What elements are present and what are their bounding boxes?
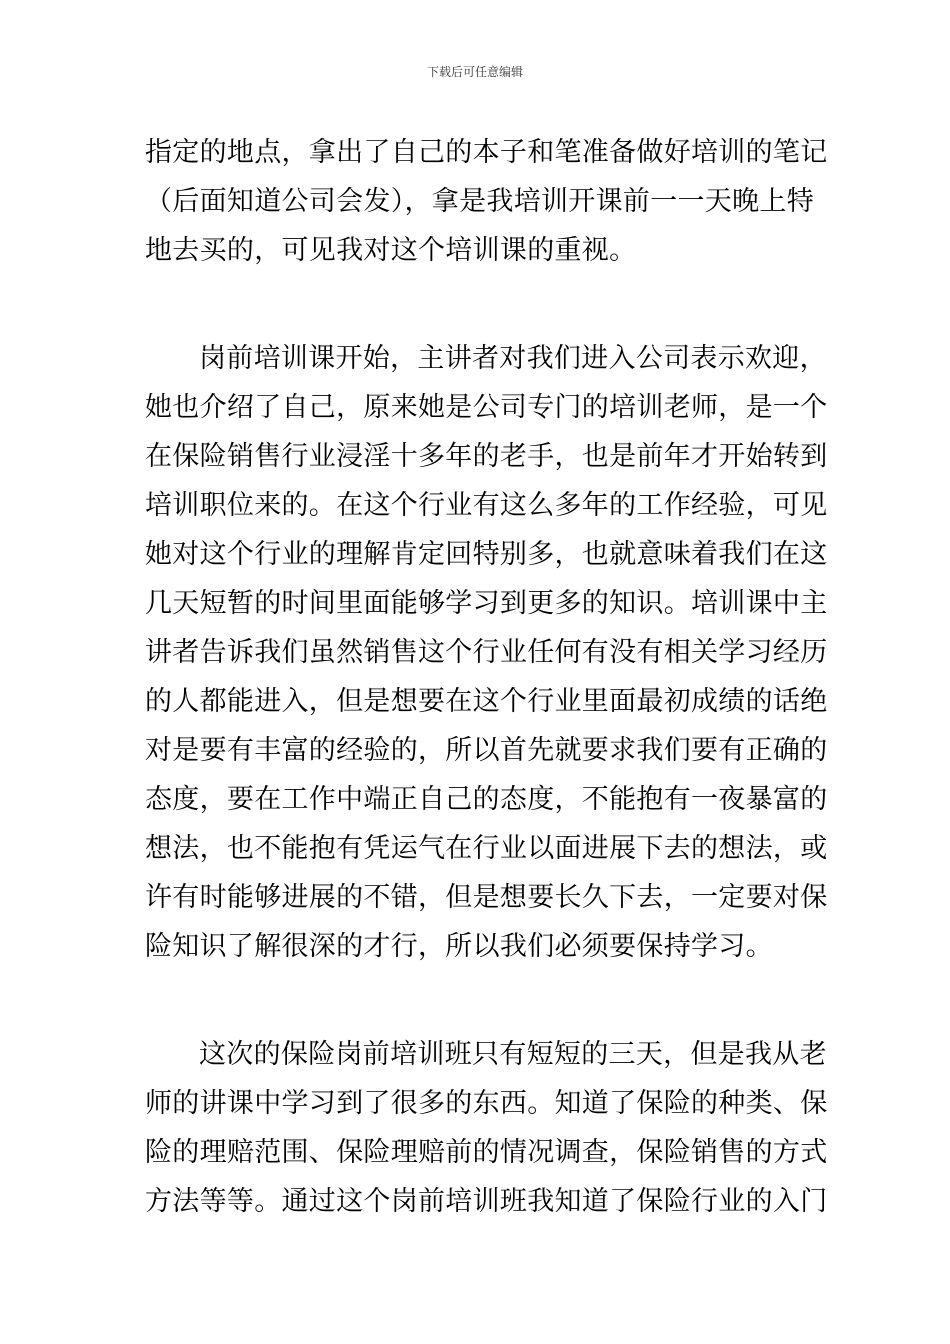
- text-line: 岗前培训课开始，主讲者对我们进入公司表示欢迎，: [199, 343, 827, 374]
- text-line: 许有时能够进展的不错，但是想要长久下去，一定要对保: [145, 882, 828, 913]
- paragraph-1: [145, 128, 828, 275]
- text-line: 这次的保险岗前培训班只有短短的三天，但是我从老: [199, 1039, 827, 1070]
- text-line: 对是要有丰富的经验的，所以首先就要求我们要有正确的: [145, 735, 828, 766]
- text-line: 的人都能进入，但是想要在这个行业里面最初成绩的话绝: [145, 686, 828, 717]
- text-line: 讲者告诉我们虽然销售这个行业任何有没有相关学习经历: [145, 637, 828, 668]
- text-line: 险的理赔范围、保险理赔前的情况调查，保险销售的方式: [145, 1137, 828, 1168]
- paragraph-spacer: [145, 971, 805, 1030]
- text-line: 几天短暂的时间里面能够学习到更多的知识。培训课中主: [145, 588, 828, 619]
- paragraph-3: [145, 1030, 828, 1226]
- text-line: 她对这个行业的理解肯定回特别多，也就意味着我们在这: [145, 539, 828, 570]
- text-line: 态度，要在工作中端正自己的态度，不能抱有一夜暴富的: [145, 784, 828, 815]
- text-line: （后面知道公司会发），拿是我培训开课前一一天晚上特: [145, 186, 814, 217]
- paragraph-spacer: [145, 275, 805, 334]
- text-line: 想法，也不能抱有凭运气在行业以面进展下去的想法，或: [145, 833, 828, 864]
- paragraph-2: [145, 334, 828, 971]
- document-body: [145, 128, 828, 1226]
- text-line: 培训职位来的。在这个行业有这么多年的工作经验，可见: [145, 490, 828, 521]
- text-line: 方法等等。通过这个岗前培训班我知道了保险行业的入门: [145, 1186, 828, 1217]
- text-line: 险知识了解很深的才行，所以我们必须要保持学习。: [145, 931, 773, 962]
- text-line: 在保险销售行业浸淫十多年的老手，也是前年才开始转到: [145, 441, 828, 472]
- text-line: 指定的地点，拿出了自己的本子和笔准备做好培训的笔记: [145, 137, 828, 168]
- text-line: 她也介绍了自己，原来她是公司专门的培训老师，是一个: [145, 392, 828, 423]
- text-line: 地去买的，可见我对这个培训课的重视。: [145, 235, 637, 266]
- text-line: 师的讲课中学习到了很多的东西。知道了保险的种类、保: [145, 1088, 828, 1119]
- page-header-note: 下载后可任意编辑: [426, 65, 523, 79]
